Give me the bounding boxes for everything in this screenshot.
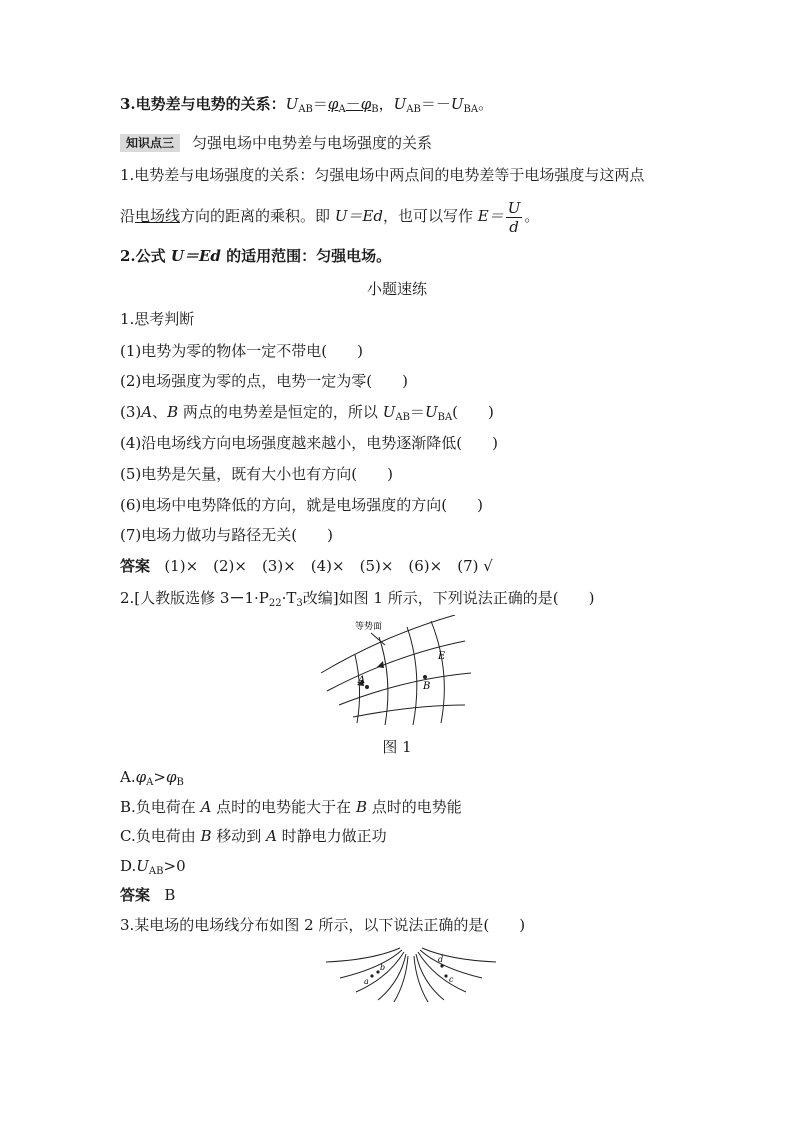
relation-line: 3.电势差与电势的关系：$U_{AB}=\varphi_A-\varphi_B$，$U_{AB}=-U_{BA}$。	[120, 95, 494, 115]
label-c2: c	[449, 975, 454, 984]
fraction-u-over-d: $\frac{U}{d}$	[507, 198, 521, 236]
q1-item-6: (6)电场中电势降低的方向，就是电场强度的方向( )	[120, 496, 483, 514]
label-b2: b	[380, 963, 386, 972]
q3-stem: 3.某电场的电场线分布如图 2 所示，以下说法正确的是( )	[120, 916, 526, 934]
label-e: E	[438, 651, 446, 662]
q1-item-5: (5)电势是矢量，既有大小也有方向( )	[120, 465, 393, 483]
paragraph-1-line-1: 1.电势差与电场强度的关系：匀强电场中两点间的电势差等于电场强度与这两点	[120, 166, 645, 184]
paragraph-1-line-2: 沿电场线方向的距离的乘积。即 U＝Ed，也可以写作 E＝ $\frac{U}{d}$ 。	[120, 198, 540, 236]
label-a: A	[358, 675, 366, 686]
q1-item-7: (7)电场力做功与路径无关( )	[120, 526, 333, 544]
q2-option-c: C.负电荷由 B 移动到 A 时静电力做正功	[120, 827, 387, 845]
q2-option-b: B.负电荷在 A 点时的电势能大于在 B 点时的电势能	[120, 798, 462, 816]
phi-difference: $\varphi_A-\varphi_B$	[327, 95, 379, 115]
figure-1	[315, 615, 475, 727]
q1-item-3: (3)A、B 两点的电势差是恒定的，所以 $U_{AB}=U_{BA}$( )	[120, 403, 494, 423]
q2-option-d: $D.U_{AB}>0$	[120, 857, 186, 877]
section-title: 小题速练	[366, 280, 427, 298]
knowledge-point-heading	[120, 133, 432, 153]
q1-item-1: (1)电势为零的物体一定不带电( )	[120, 342, 363, 360]
q1-title: 1.思考判断	[120, 310, 195, 328]
label-equipotential: 等势面	[355, 622, 383, 632]
knowledge-point-tag: 知识点三	[120, 134, 180, 152]
q2-answer: 答案 B	[120, 886, 176, 904]
paragraph-2: 2.公式 U＝Ed 的适用范围：匀强电场。	[120, 247, 392, 265]
knowledge-point-title: 匀强电场中电势差与电场强度的关系	[192, 134, 433, 152]
figure-2	[322, 944, 500, 1002]
q1-item-4: (4)沿电场线方向电场强度越来越小，电势逐渐降低( )	[120, 434, 498, 452]
q1-answer: 答案 (1)× (2)× (3)× (4)× (5)× (6)× (7) √	[120, 557, 493, 575]
label-b: B	[423, 681, 431, 692]
label-d2: d	[438, 955, 444, 964]
q2-option-a: $A.\varphi_A>\varphi_B$	[120, 768, 184, 788]
label-a2: a	[364, 977, 369, 986]
q2-stem: 2.[人教版选修 $3-1\cdot P_{22}\cdot T_3$改编]如图 1 所示，下列说法正确的是( )	[120, 589, 595, 609]
figure-1-caption: 图 1	[382, 738, 412, 756]
q1-item-2: (2)电场强度为零的点，电势一定为零( )	[120, 372, 408, 390]
